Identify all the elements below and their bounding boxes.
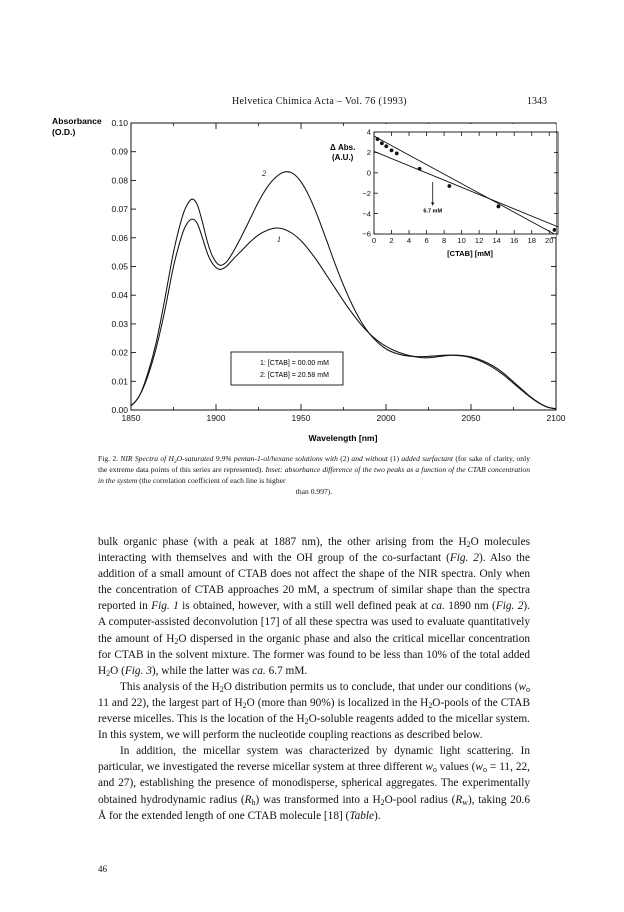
legend-entry-2: 2: [CTAB] = 20.58 mM <box>260 372 329 379</box>
inset-data-point <box>447 184 451 188</box>
inset-data-point <box>553 228 557 232</box>
cmc-annotation-label: 6.7 mM <box>423 208 443 215</box>
paragraph-3: In addition, the micellar system was characterized by dynamic light scattering. In particular, we investigated the reverse micellar system at three different $w_o$ values ($w_o = 11$, 22, and 27), establishing the presence of monodisperse, spherical aggregates. The experimentally obtained hydrodynamic radius $(R_h)$ was transformed into a $H_2O$-pool radius $(R_w)$, taking 20.6 Å for the extended length of one CTAB molecule [18] (Table). <box>98 745 530 822</box>
inset-x-tick-label: 16 <box>509 236 519 245</box>
legend-box <box>231 352 343 385</box>
curve-label-2: 2 <box>262 169 266 178</box>
inset-x-tick-label: 4 <box>406 236 412 245</box>
main-y-axis-unit: (O.D.) <box>52 127 76 137</box>
main-x-tick-label: 2050 <box>461 413 481 423</box>
body-text <box>98 534 530 824</box>
main-y-tick-labels <box>111 118 128 415</box>
inset-data-point <box>395 152 399 156</box>
caption-italic-3: and without <box>351 454 388 463</box>
main-y-axis-label: Absorbance <box>52 116 102 126</box>
figure-nir-spectra <box>0 108 624 453</box>
paragraph-1: bulk organic phase (with a peak at 1887 nm), the other arising from the $H_2O$ molecules interacting with themselves and with the OH group of the co-surfactant (Fig. 2). Also the addition of a small amount of CTAB does not affect the shape of the NIR spectra. Only when the concentration of CTAB approaches 20 mM, a spectrum of similar shape than the spectra reported in Fig. 1 is obtained, however, with a still well defined peak at ca. 1890 nm (Fig. 2). A computer-assisted deconvolution [17] of all these spectra was used to evaluate quantitatively the amount of $H_2O$ dispersed in the organic phase and also the critical micellar concentration for CTAB in the solvent mixture. The former was found to be less than 10% of the total added $H_2O$ (Fig. 3), while the latter was ca. 6.7 mM. <box>98 536 530 678</box>
inset-x-tick-label: 18 <box>527 236 536 245</box>
main-y-tick-label: 0.09 <box>111 146 128 157</box>
inset-x-tick-label: 8 <box>441 236 447 245</box>
inset-x-tick-label: 20 <box>545 236 554 245</box>
caption-italic-1: NIR Spectra of H <box>120 454 175 463</box>
inset-x-axis-label: [CTAB] [mM] <box>447 249 493 258</box>
main-y-tick-label: 0.04 <box>111 290 128 301</box>
inset-data-point <box>418 167 422 171</box>
main-y-tick-label: 0.02 <box>111 347 128 358</box>
inset-y-axis-unit: (A.U.) <box>332 153 354 162</box>
main-y-tick-label: 0.07 <box>111 204 128 215</box>
inset-x-tick-label: 2 <box>389 236 394 245</box>
main-y-tick-label: 0.03 <box>111 318 128 329</box>
caption-plain-4: (the correlation coefficient of each line is higher <box>137 476 286 485</box>
main-x-tick-label: 1850 <box>121 413 141 423</box>
inset-x-tick-label: 0 <box>371 236 377 245</box>
inset-y-axis-label: Δ Abs. <box>330 143 356 152</box>
page-number: 1343 <box>527 96 547 107</box>
main-x-tick-label: 1950 <box>291 413 311 423</box>
main-y-tick-label: 0.01 <box>111 376 128 387</box>
inset-background <box>364 124 556 237</box>
main-x-tick-label: 1900 <box>206 413 226 423</box>
main-y-tick-label: 0.08 <box>111 175 128 186</box>
caption-italic-2: O-saturated 9.9% pentan-1-ol/hexane solutions with <box>176 454 338 463</box>
inset-data-point <box>384 144 388 148</box>
inset-x-tick-label: 6 <box>424 236 429 245</box>
inset-x-tick-labels <box>372 236 554 245</box>
main-y-tick-label: 0.06 <box>111 232 128 243</box>
journal-title: Helvetica Chimica Acta – Vol. 76 (1993) <box>232 96 407 107</box>
main-x-axis-label: Wavelength [nm] <box>308 433 378 443</box>
inset-x-tick-label: 12 <box>474 236 484 245</box>
caption-sub: 2 <box>174 459 177 465</box>
caption-label: Fig. 2. <box>98 454 119 463</box>
inset-y-tick-label: −2 <box>362 188 371 198</box>
caption-plain-2: (1) <box>387 454 402 463</box>
legend-entry-1: 1: [CTAB] = 00.00 mM <box>260 360 329 367</box>
caption-plain-1: (2) <box>337 454 352 463</box>
caption-italic-4: added surfactant <box>401 454 454 463</box>
inset-data-point <box>380 141 384 145</box>
main-x-tick-label: 2000 <box>376 413 396 423</box>
caption-plain-3: (for sake of clarity, only the extreme data points of this series are represented). <box>98 454 531 474</box>
inset-y-tick-label: 0 <box>366 168 371 178</box>
main-x-tick-label: 2100 <box>546 413 566 423</box>
figure-caption <box>98 453 530 497</box>
curve-label-1: 1 <box>277 235 281 244</box>
paragraph-2: This analysis of the $H_2O$ distribution permits us to conclude, that under our conditions ($w_o$ 11 and 22), the largest part of $H_2O$ (more than 90%) is localized in the $H_2O$-pools of the CTAB reverse micelles. This is the location of the $H_2O$-soluble reagents added to the micellar system. In this system, we will perform the nucleotide coupling reactions as described below. <box>98 680 531 742</box>
inset-y-tick-label: −6 <box>362 229 371 239</box>
main-x-tick-labels <box>122 413 566 423</box>
inset-x-tick-label: 10 <box>457 236 466 245</box>
footer-page-number: 46 <box>98 864 107 874</box>
inset-data-point <box>497 205 501 209</box>
inset-y-tick-label: 2 <box>366 148 371 158</box>
main-y-tick-label: 0.00 <box>111 405 128 415</box>
main-y-tick-label: 0.05 <box>111 261 128 272</box>
inset-y-tick-label: 4 <box>366 127 371 137</box>
inset-y-tick-label: −4 <box>362 209 371 219</box>
inset-data-point <box>390 148 394 152</box>
inset-data-point <box>376 137 380 141</box>
caption-last-line: than 0.997). <box>295 487 333 496</box>
inset-x-tick-label: 14 <box>492 236 501 245</box>
caption-italic-5: Inset: absorbance difference of the two peaks as a function of the CTAB concentration in the system <box>98 465 530 485</box>
main-y-tick-label: 0.10 <box>111 118 128 128</box>
